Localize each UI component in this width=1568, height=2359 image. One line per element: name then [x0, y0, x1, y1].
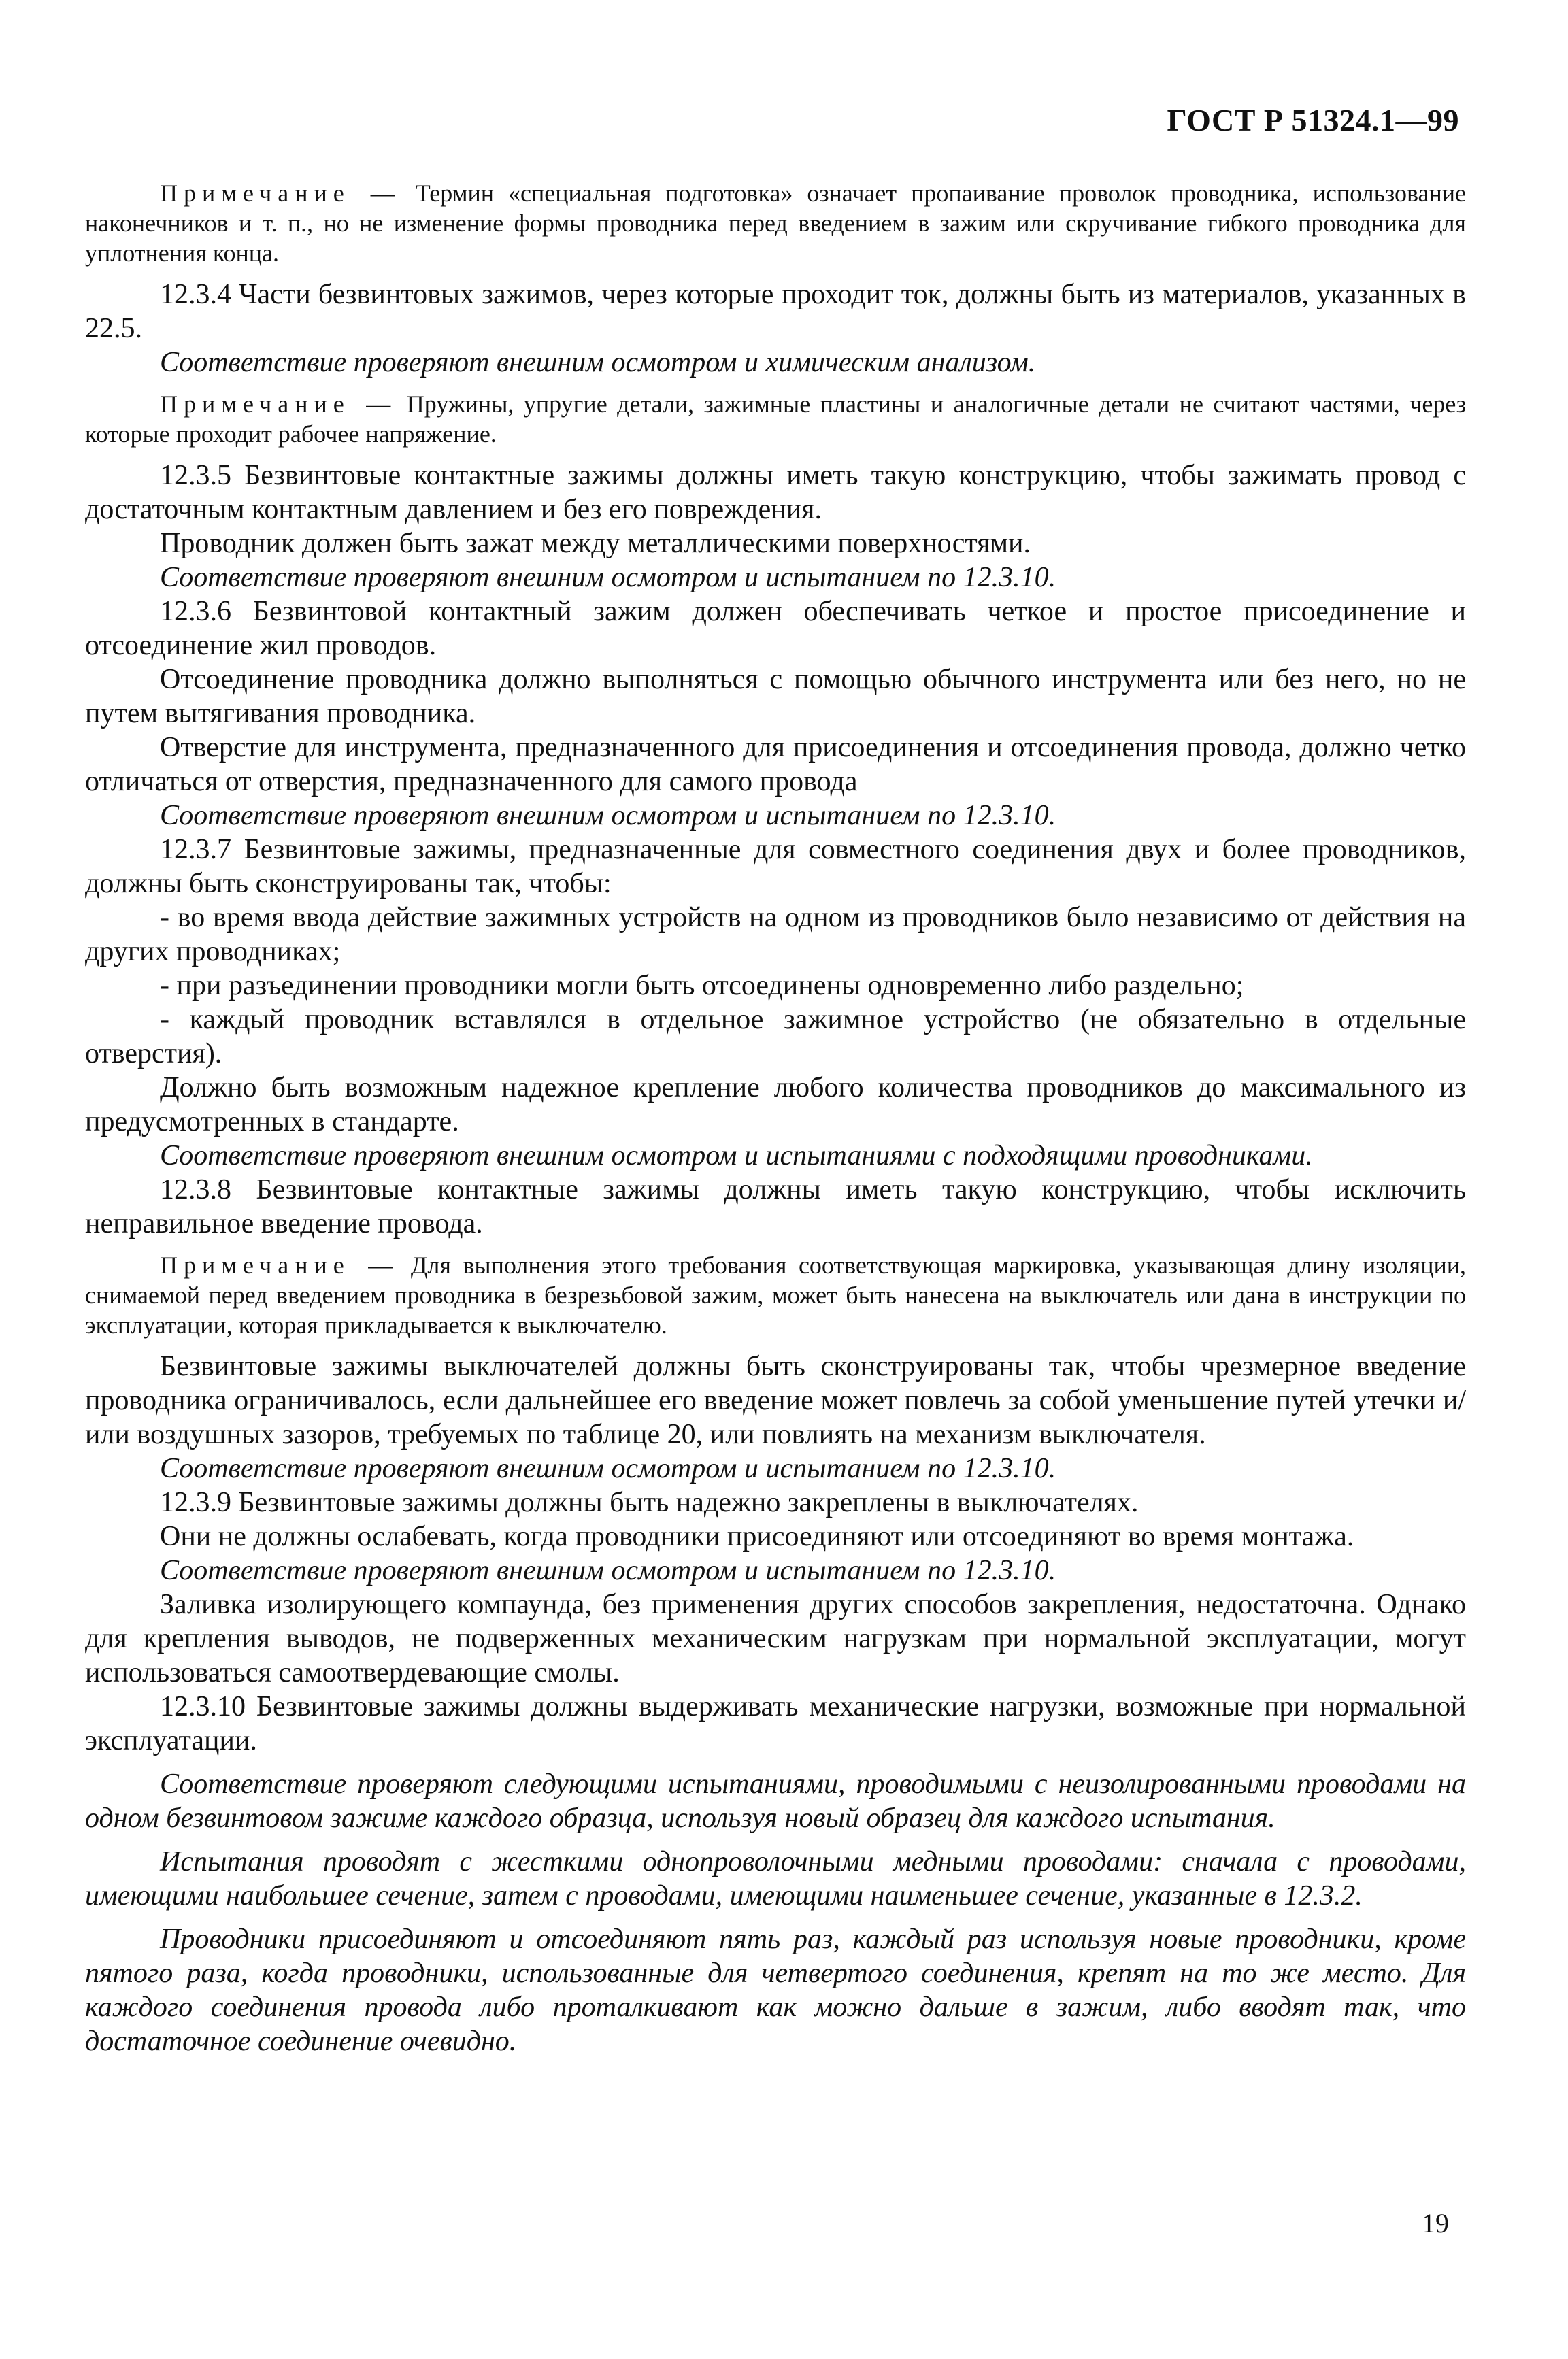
clause-12-3-7: 12.3.7 Безвинтовые зажимы, предназначенные для совместного соединения двух и более проводников, должны быть сконструированы так, чтобы: — [85, 834, 1466, 899]
document-body — [85, 178, 1466, 2058]
note-paragraph — [85, 1250, 1466, 1340]
compliance-check: Соответствие проверяют внешним осмотром и испытанием по 12.3.10. — [160, 1453, 1056, 1484]
list-item: - во время ввода действие зажимных устройств на одном из проводников было независимо от действия на других проводниках; — [85, 902, 1466, 967]
text-paragraph: Безвинтовые зажимы выключателей должны быть сконструированы так, чтобы чрезмерное введение проводника ограничивалось, если дальнейшее его введение может повлечь за собой уменьшение путей утечки и/или воздушных зазоров, требуемых по таблице 20, или повлиять на механизм выключателя. — [85, 1351, 1466, 1450]
list-item: - при разъединении проводники могли быть отсоединены одновременно либо раздельно; — [160, 970, 1244, 1001]
compliance-check: Соответствие проверяют внешним осмотром и химическим анализом. — [160, 347, 1036, 378]
clause-12-3-10: 12.3.10 Безвинтовые зажимы должны выдерживать механические нагрузки, возможные при нормальной эксплуатации. — [85, 1691, 1466, 1756]
note-label: Примечание — — [160, 180, 401, 207]
test-procedure: Испытания проводят с жесткими однопроволочными медными проводами: сначала с проводами, имеющими наибольшее сечение, затем с проводами, имеющими наименьшее сечение, указанные в 12.3.2. — [85, 1846, 1466, 1911]
text-paragraph: Отверстие для инструмента, предназначенного для присоединения и отсоединения провода, должно четко отличаться от отверстия, предназначенного для самого провода — [85, 732, 1466, 797]
compliance-check: Соответствие проверяют внешним осмотром и испытанием по 12.3.10. — [160, 800, 1056, 831]
text-paragraph: Они не должны ослабевать, когда проводники присоединяют или отсоединяют во время монтажа. — [160, 1521, 1354, 1552]
test-procedure: Соответствие проверяют следующими испытаниями, проводимыми с неизолированными проводами на одном безвинтовом зажиме каждого образца, используя новый образец для каждого испытания. — [85, 1769, 1466, 1834]
compliance-check: Соответствие проверяют внешним осмотром и испытанием по 12.3.10. — [160, 562, 1056, 593]
clause-12-3-4: 12.3.4 Части безвинтовых зажимов, через которые проходит ток, должны быть из материалов, указанных в 22.5. — [85, 279, 1466, 344]
text-paragraph: Проводник должен быть зажат между металлическими поверхностями. — [160, 528, 1031, 559]
note-text: Для выполнения этого требования соответствующая маркировка, указывающая длину изоляции, снимаемой перед введением проводника в безрезьбовой зажим, может быть нанесена на выключатель или дана в инструкции по эксплуатации, которая прикладывается к выключателю. — [85, 1252, 1466, 1339]
clause-12-3-5: 12.3.5 Безвинтовые контактные зажимы должны иметь такую конструкцию, чтобы зажимать провод с достаточным контактным давлением и без его повреждения. — [85, 460, 1466, 525]
clause-12-3-6: 12.3.6 Безвинтовой контактный зажим должен обеспечивать четкое и простое присоединение и отсоединение жил проводов. — [85, 596, 1466, 661]
text-paragraph: Отсоединение проводника должно выполняться с помощью обычного инструмента или без него, но не путем вытягивания проводника. — [85, 664, 1466, 729]
text-paragraph: Заливка изолирующего компаунда, без применения других способов закрепления, недостаточна. Однако для крепления выводов, не подверженных механическим нагрузкам при нормальной эксплуатации, могут использоваться самоотвердевающие смолы. — [85, 1589, 1466, 1688]
document-code: ГОСТ Р 51324.1—99 — [1167, 103, 1459, 137]
note-text: Пружины, упругие детали, зажимные пластины и аналогичные детали не считают частями, через которые проходит рабочее напряжение. — [85, 390, 1466, 448]
page-number: 19 — [1422, 2208, 1449, 2239]
clause-12-3-8: 12.3.8 Безвинтовые контактные зажимы должны иметь такую конструкцию, чтобы исключить неправильное введение провода. — [85, 1174, 1466, 1239]
compliance-check: Соответствие проверяют внешним осмотром и испытанием по 12.3.10. — [160, 1555, 1056, 1586]
note-paragraph — [85, 389, 1466, 449]
note-label: Примечание — — [160, 390, 397, 418]
test-procedure: Проводники присоединяют и отсоединяют пять раз, каждый раз используя новые проводники, кроме пятого раза, когда проводники, использованные для четвертого соединения, крепят на то же место. Для каждого соединения провода либо проталкивают как можно дальше в зажим, либо вводят так, что достаточное соединение очевидно. — [85, 1924, 1466, 2057]
note-label: Примечание — — [160, 1252, 399, 1279]
note-paragraph — [85, 178, 1466, 268]
compliance-check: Соответствие проверяют внешним осмотром и испытаниями с подходящими проводниками. — [160, 1140, 1313, 1171]
note-text: Термин «специальная подготовка» означает пропаивание проволок проводника, использование наконечников и т. п., но не изменение формы проводника перед введением в зажим или скручивание гибкого проводника для уплотнения конца. — [85, 180, 1467, 267]
text-paragraph: Должно быть возможным надежное крепление любого количества проводников до максимального из предусмотренных в стандарте. — [85, 1072, 1466, 1137]
list-item: - каждый проводник вставлялся в отдельное зажимное устройство (не обязательно в отдельные отверстия). — [85, 1004, 1466, 1069]
clause-12-3-9: 12.3.9 Безвинтовые зажимы должны быть надежно закреплены в выключателях. — [160, 1487, 1139, 1518]
